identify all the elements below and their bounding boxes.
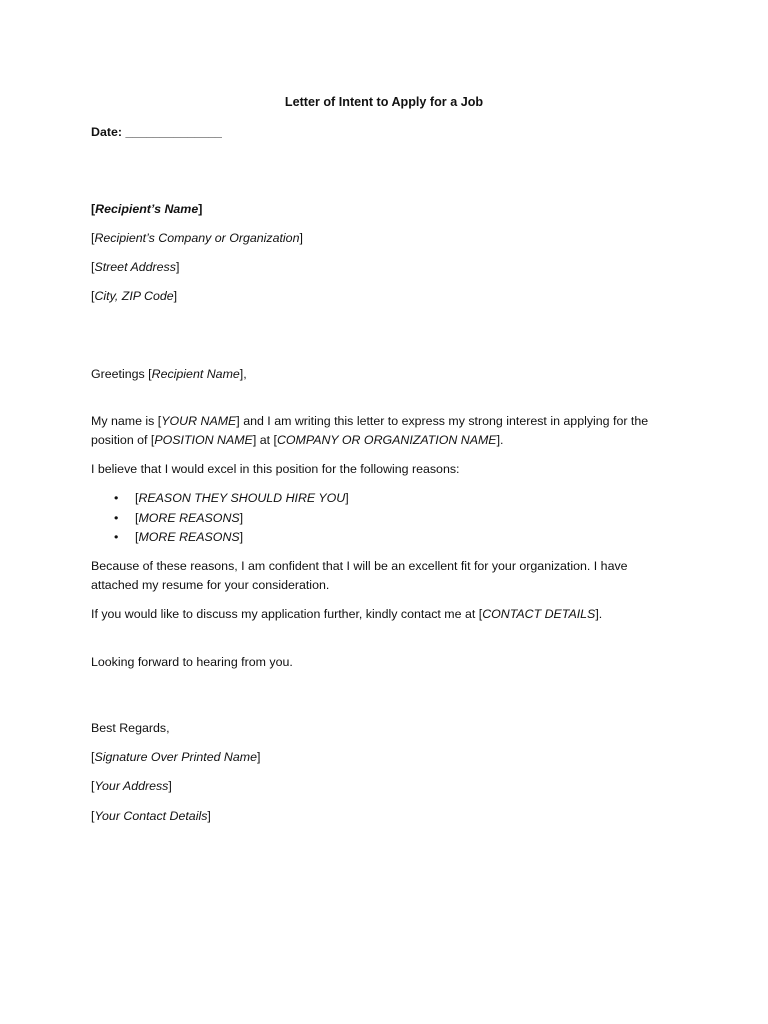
your-name-placeholder: YOUR NAME: [161, 414, 237, 428]
closing-line: Looking forward to hearing from you.: [91, 655, 293, 669]
list-item-text: REASON THEY SHOULD HIRE YOU: [138, 491, 346, 505]
letter-page: Letter of Intent to Apply for a Job Date: ______________ [Recipient’s Name] [Recipient’s Company or Organization] [Street Address] [City, ZIP Code] Greetings [Recipient Name], My name is [YOUR NAME] and I am writing this letter to express my strong interest in applying for the position of [POSITION NAME] at [COMPANY OR ORGANIZATION NAME]. I believe that I would excel in this position for the following reasons: • [REASON THEY SHOULD HIRE YOU] • [MORE REASONS] • [MORE REASONS] Because of these reasons, I am confident that I will be an excellent fit for your organization. I have attached my resume for your consideration. If you would like to discuss my application further, kindly contact me at [CONTACT DETAILS]. Looking forward to hearing from you. Best Regards, [Signature Over Printed Name] [Your Address] [Your Contact Details]: [0, 0, 768, 1024]
greeting-name: Recipient Name: [151, 367, 240, 381]
recipient-street: Street Address: [94, 260, 176, 274]
signature-name: Signature Over Printed Name: [94, 750, 257, 764]
signature-name-line: [Signature Over Printed Name]: [91, 750, 261, 764]
intro-line-1: My name is [YOUR NAME] and I am writing this letter to express my strong interest in applying for the: [91, 414, 649, 428]
bullet-marker: •: [114, 530, 119, 544]
bullet-marker: •: [114, 491, 119, 505]
date-line: [91, 123, 222, 142]
recipient-city: City, ZIP Code: [94, 289, 174, 303]
contact-request-line: If you would like to discuss my application further, kindly contact me at [CONTACT DETAILS].: [91, 607, 603, 621]
recipient-city-line: [City, ZIP Code]: [91, 289, 178, 303]
date-label: Date:: [91, 125, 122, 139]
sender-address-line: [Your Address]: [91, 779, 172, 793]
company-name-placeholder: COMPANY OR ORGANIZATION NAME: [276, 433, 497, 447]
intro-line-2: position of [POSITION NAME] at [COMPANY OR ORGANIZATION NAME].: [91, 433, 504, 447]
recipient-name-line: [Recipient’s Name]: [91, 202, 203, 216]
date-blank: ______________: [125, 125, 222, 139]
reasons-intro: I believe that I would excel in this position for the following reasons:: [91, 462, 460, 476]
sender-address: Your Address: [94, 779, 169, 793]
recipient-name: Recipient’s Name: [95, 202, 199, 216]
confidence-line-1: Because of these reasons, I am confident that I will be an excellent fit for your organization. I have: [91, 559, 628, 573]
recipient-company: Recipient’s Company or Organization: [94, 231, 300, 245]
document-title: Letter of Intent to Apply for a Job: [284, 95, 484, 109]
sender-contact: Your Contact Details: [94, 809, 208, 823]
sender-contact-line: [Your Contact Details]: [91, 809, 211, 823]
greeting-prefix: Greetings: [91, 367, 145, 381]
recipient-street-line: [Street Address]: [91, 260, 180, 274]
list-item-text: MORE REASONS: [138, 511, 240, 525]
signoff: Best Regards,: [91, 721, 170, 735]
greeting-line: Greetings [Recipient Name],: [91, 367, 247, 381]
confidence-line-2: attached my resume for your consideration.: [91, 578, 330, 592]
recipient-company-line: [Recipient’s Company or Organization]: [91, 231, 303, 245]
contact-details-placeholder: CONTACT DETAILS: [482, 607, 596, 621]
bullet-marker: •: [114, 511, 119, 525]
position-name-placeholder: POSITION NAME: [154, 433, 253, 447]
list-item-text: MORE REASONS: [138, 530, 240, 544]
